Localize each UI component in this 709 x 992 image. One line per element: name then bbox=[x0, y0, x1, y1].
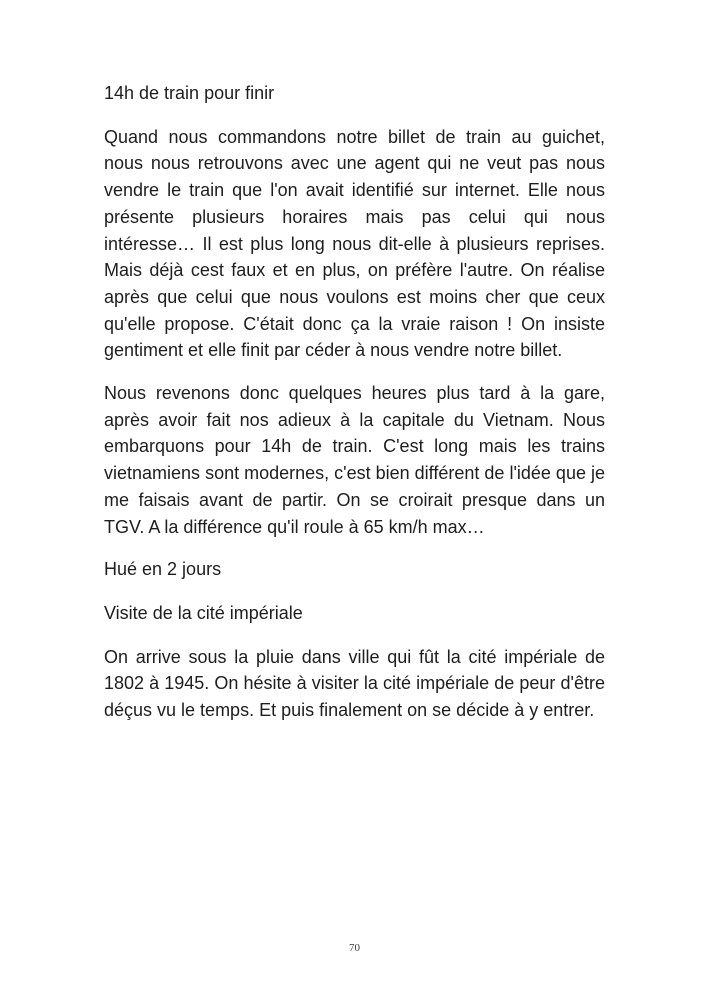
section-heading-train: 14h de train pour finir bbox=[104, 83, 275, 103]
paragraph-ticket-counter: Quand nous commandons notre billet de train au guichet, nous nous retrouvons avec une agent qui ne veut pas nous vendre le train que l'on avait identifié sur internet. Elle nous présente plusieurs horaires mais pas celui qui nous intéresse… Il est plus long nous dit-elle à plusieurs reprises. Mais déjà cest faux et en plus, on préfère l'autre. On réalise après que celui que nous voulons est moins cher que ceux qu'elle propose. C'était donc ça la vraie raison ! On insiste gentiment et elle finit par céder à nous vendre notre billet. bbox=[104, 126, 605, 361]
section-heading-imperial-city: Visite de la cité impériale bbox=[104, 602, 303, 623]
page-number: 70 bbox=[349, 942, 360, 954]
paragraph-imperial-city-visit: On arrive sous la pluie dans ville qui fût la cité impériale de 1802 à 1945. On hésite à visiter la cité impériale de peur d'être déçus vu le temps. Et puis finalement on se décide à y entrer. bbox=[104, 646, 605, 721]
page-body bbox=[104, 80, 605, 740]
paragraph-train-journey: Nous revenons donc quelques heures plus tard à la gare, après avoir fait nos adieux à la capitale du Vietnam. Nous embarquons pour 14h de train. C'est long mais les trains vietnamiens sont modernes, c'est bien différent de l'idée que je me faisais avant de partir. On se croirait presque dans un TGV. A la différence qu'il roule à 65 km/h max… bbox=[104, 383, 605, 537]
section-heading-hue: Hué en 2 jours bbox=[104, 559, 222, 580]
